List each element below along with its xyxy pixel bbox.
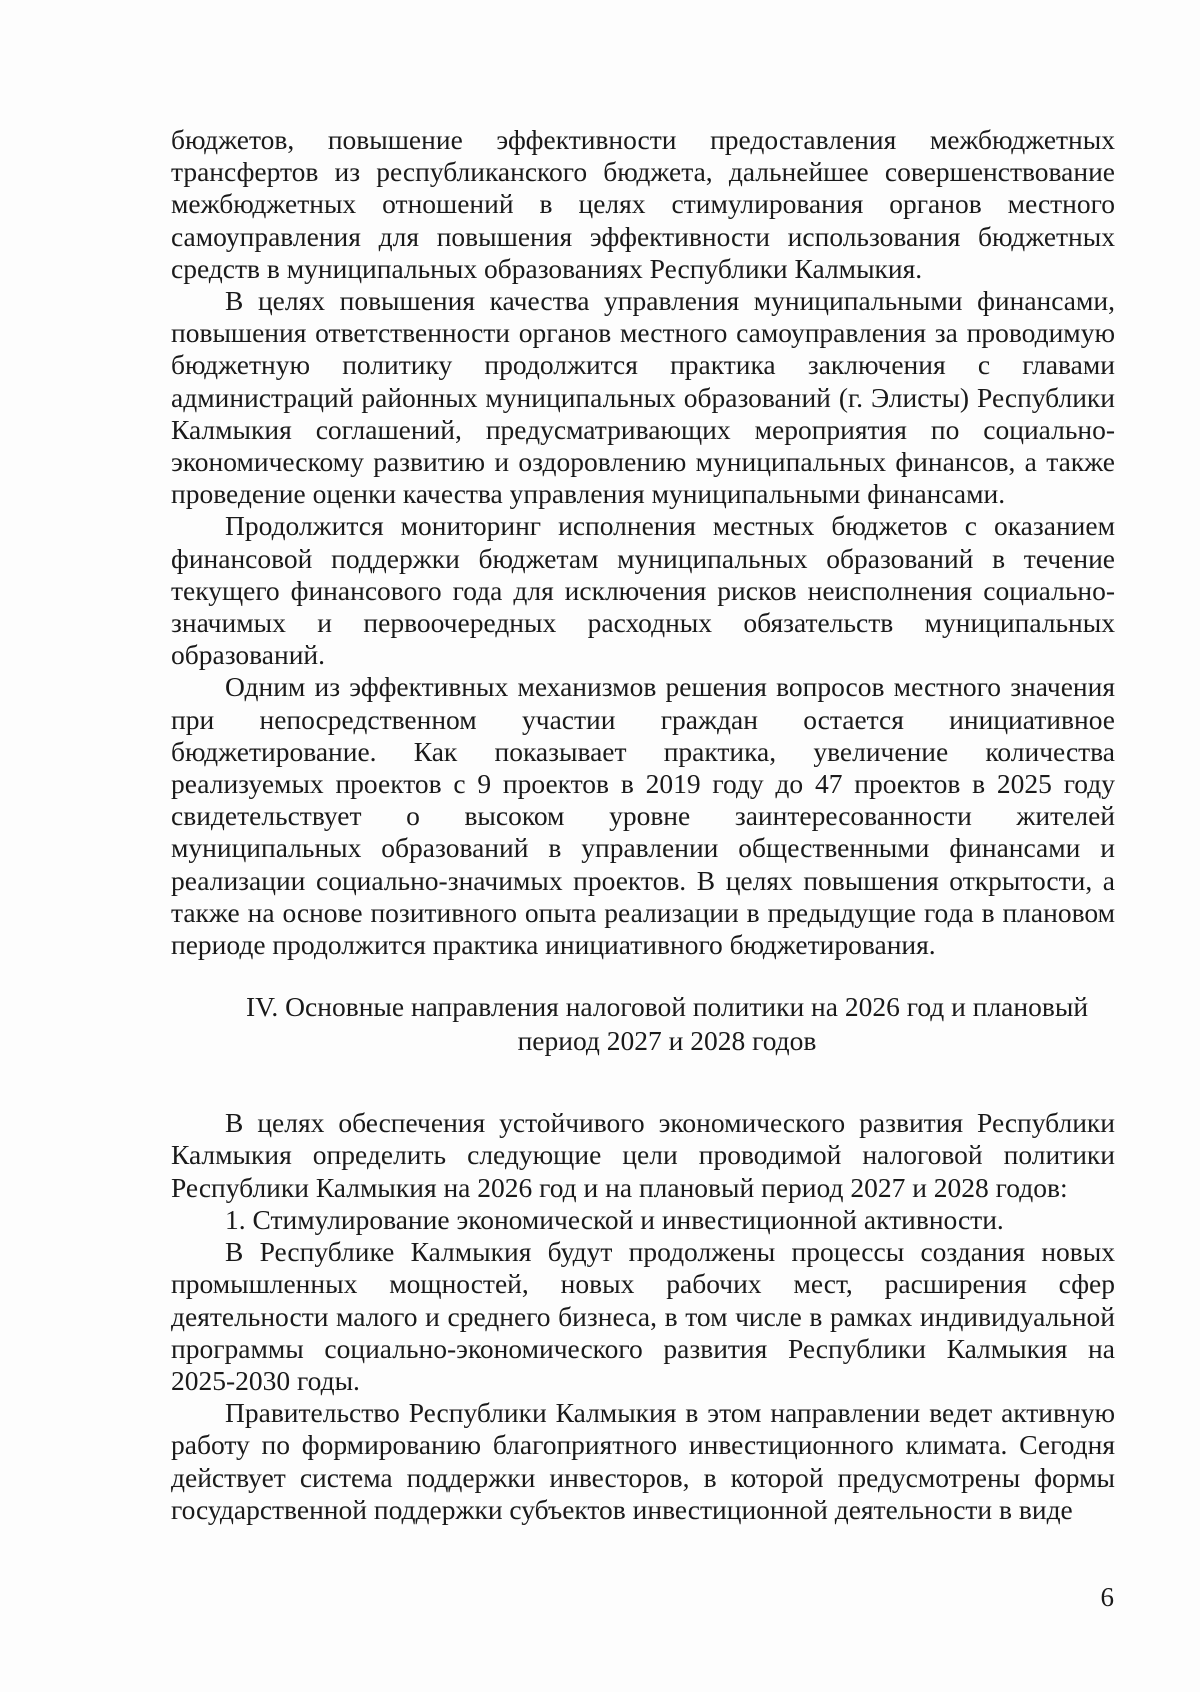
section-heading-line-2: период 2027 и 2028 годов [517,1025,817,1057]
document-body [171,124,1115,1526]
section-heading-line-1: IV. Основные направления налоговой политики на 2026 год и плановый [245,991,1089,1023]
paragraph-budget-monitoring: Продолжится мониторинг исполнения местных бюджетов с оказанием финансовой поддержки бюджетам муниципальных образований в течение текущего финансового года для исключения рисков неисполнения социально-значимых и первоочередных расходных обязательств муниципальных образований. [171,510,1115,671]
paragraph-initiative-budgeting: Одним из эффективных механизмов решения вопросов местного значения при непосредственном участии граждан остается инициативное бюджетирование. Как показывает практика, увеличение количества реализуемых проектов с 9 проектов в 2019 году до 47 проектов в 2025 году свидетельствует о высоком уровне заинтересованности жителей муниципальных образований в управлении общественными финансами и реализации социально-значимых проектов. В целях повышения открытости, а также на основе позитивного опыта реализации в предыдущие года в плановом периоде продолжится практика инициативного бюджетирования. [171,671,1115,961]
paragraph-industrial-capacity: В Республике Калмыкия будут продолжены процессы создания новых промышленных мощностей, новых рабочих мест, расширения сфер деятельности малого и среднего бизнеса, в том числе в рамках индивидуальной программы социально-экономического развития Республики Калмыкия на 2025-2030 годы. [171,1236,1115,1396]
spacer [171,1058,1115,1107]
section-heading [171,990,1115,1058]
page-number: 6 [1100,1582,1114,1612]
paragraph-tax-policy-goals: В целях обеспечения устойчивого экономического развития Республики Калмыкия определить следующие цели проводимой налоговой политики Республики Калмыкия на 2026 год и на плановый период 2027 и 2028 годов: [171,1107,1115,1203]
paragraph-municipal-finance-quality: В целях повышения качества управления муниципальными финансами, повышения ответственности органов местного самоуправления за проводимую бюджетную политику продолжится практика заключения с главами администраций районных муниципальных образований (г. Элисты) Республики Калмыкия соглашений, предусматривающих мероприятия по социально-экономическому развитию и оздоровлению муниципальных финансов, а также проведение оценки качества управления муниципальными финансами. [171,285,1115,510]
paragraph-budgets-continuation: бюджетов, повышение эффективности предоставления межбюджетных трансфертов из республиканского бюджета, дальнейшее совершенствование межбюджетных отношений в целях стимулирования органов местного самоуправления для повышения эффективности использования бюджетных средств в муниципальных образованиях Республики Калмыкия. [171,124,1115,284]
paragraph-investment-climate: Правительство Республики Калмыкия в этом направлении ведет активную работу по формированию благоприятного инвестиционного климата. Сегодня действует система поддержки инвесторов, в которой предусмотрены формы государственной поддержки субъектов инвестиционной деятельности в виде [171,1397,1115,1525]
paragraph-goal-1: 1. Стимулирование экономической и инвестиционной активности. [225,1203,1004,1235]
